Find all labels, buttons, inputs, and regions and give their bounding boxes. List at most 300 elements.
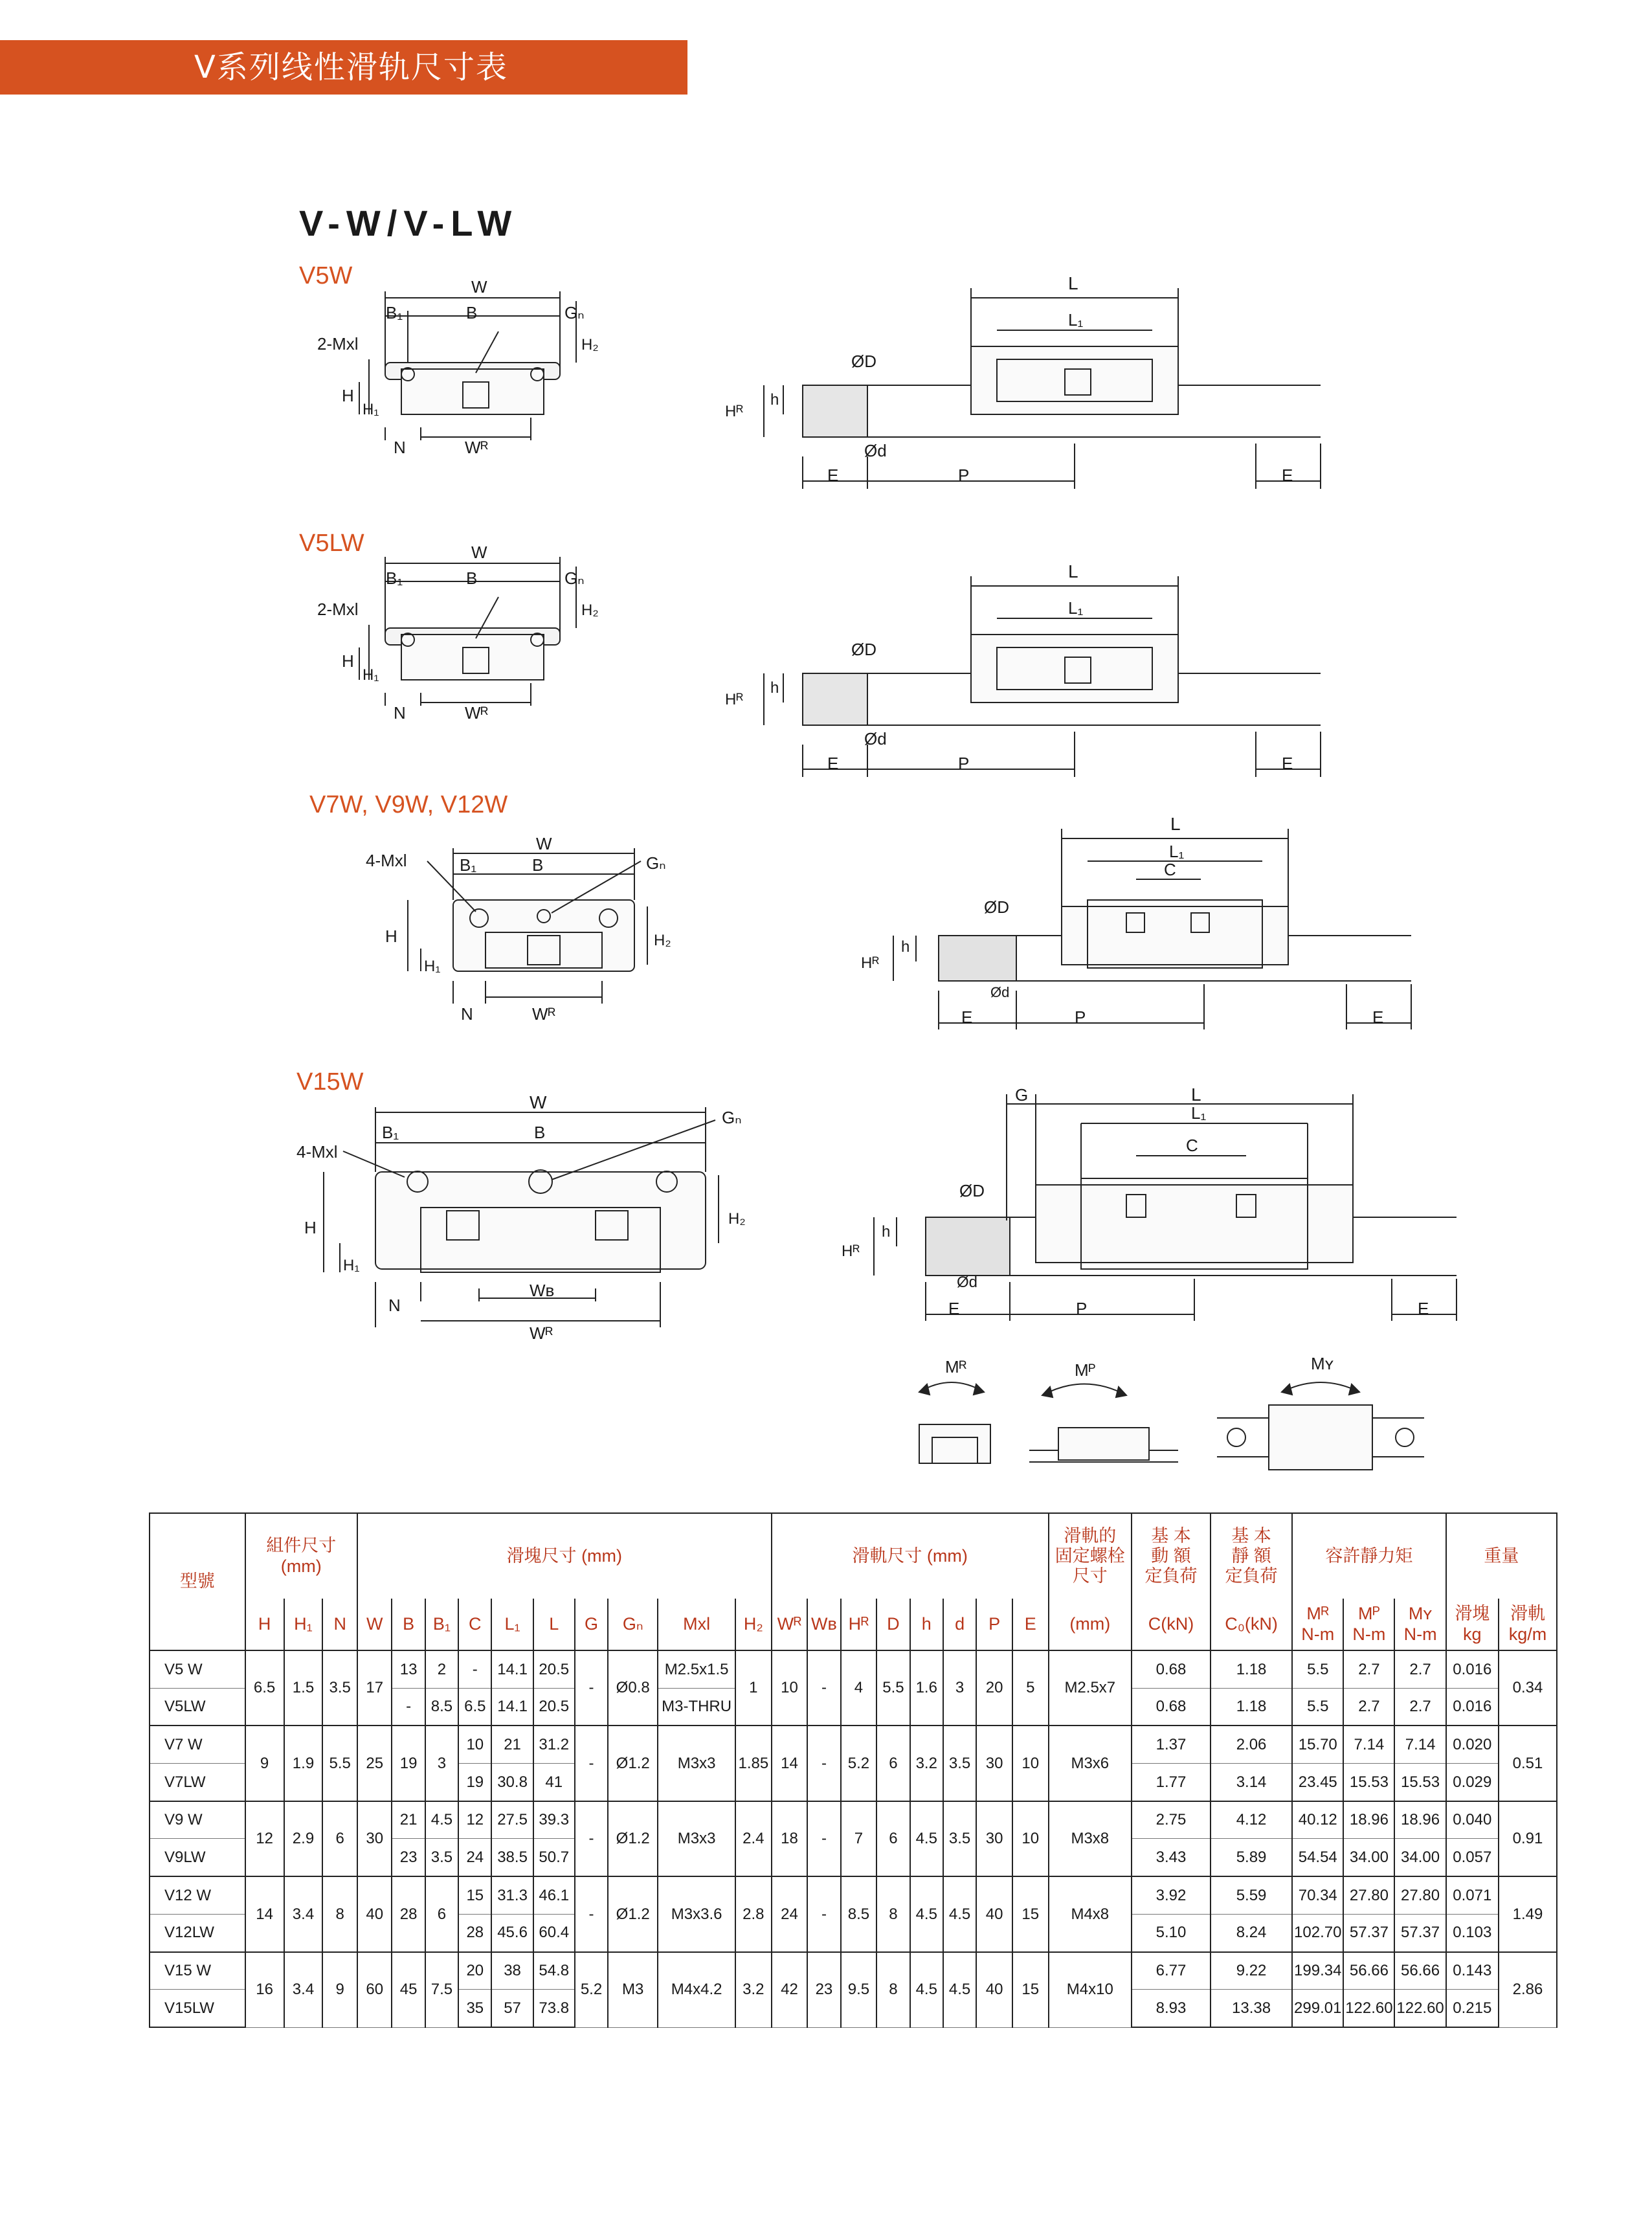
th-assembly [245,1513,357,1599]
side-dim-g: G [1015,1085,1029,1105]
dim-h1: H₁ [424,958,441,975]
th-col-hr: Hᴿ [841,1599,877,1650]
cell-l: 46.1 [533,1876,575,1914]
cell-hr: 9.5 [841,1952,877,2028]
th-bolt [1049,1513,1132,1599]
cell-block-weight: 0.215 [1446,1990,1499,2027]
cell-c: 28 [458,1914,491,1951]
cell-e: 15 [1012,1876,1049,1951]
cell-mr: 23.45 [1292,1764,1343,1801]
cell-b1: 2 [425,1650,458,1688]
cell-mr: 299.01 [1292,1990,1343,2027]
cell-l1: 14.1 [491,1688,533,1726]
cell-ckn: 1.77 [1132,1764,1211,1801]
moment-mp-label: Mᴾ [1075,1360,1096,1380]
dim-h: H [385,927,397,946]
th-col-l1: L₁ [491,1599,533,1650]
cell-ckn: 0.68 [1132,1688,1211,1726]
cell-my: 2.7 [1394,1688,1446,1726]
side-dim-c: C [1186,1136,1198,1155]
th-dyn-l1: 基 本 [1151,1525,1191,1546]
dim-gn: Gₙ [722,1108,742,1127]
side-dim-h: h [901,938,910,956]
cell-b1: 3.5 [425,1839,458,1876]
cell-b1: 3 [425,1726,458,1801]
cell-model: V9LW [150,1839,245,1876]
th-my: Mʏ [1408,1604,1433,1624]
cell-my: 122.60 [1394,1990,1446,2027]
cell-wb: - [807,1726,840,1801]
spec-table [149,1512,1557,2028]
cell-mr: 15.70 [1292,1726,1343,1763]
dim-wr: Wᴿ [532,1004,556,1024]
cell-bolt: M4x10 [1049,1952,1132,2028]
th-dyn-l2: 動 額 [1151,1546,1191,1566]
cell-h2: 2.8 [735,1876,772,1951]
cell-rail-weight: 0.91 [1499,1801,1557,1876]
cell-h1: 1.5 [284,1650,323,1726]
cell-h1: 1.9 [284,1726,323,1801]
cell-l: 50.7 [533,1839,575,1876]
th-col-mxl: Mxl [658,1599,735,1650]
th-dynamic-load [1132,1513,1211,1599]
cell-b: - [392,1688,425,1726]
th-col-c0kn: C₀(kN) [1211,1599,1292,1650]
cell-my: 15.53 [1394,1764,1446,1801]
th-my-unit: N-m [1403,1624,1437,1644]
cell-n: 6 [322,1801,357,1876]
cell-l1: 45.6 [491,1914,533,1951]
cell-ckn: 1.37 [1132,1726,1211,1763]
cell-wr: 24 [772,1876,808,1951]
cell-c0kn: 3.14 [1211,1764,1292,1801]
cell-c0kn: 1.18 [1211,1688,1292,1726]
th-model: 型號 [150,1513,245,1650]
cell-g: - [575,1801,608,1876]
table-row [150,1650,1557,1688]
th-col-b: B [392,1599,425,1650]
cell-wb: - [807,1876,840,1951]
cell-w: 40 [357,1876,392,1951]
cell-l1: 14.1 [491,1650,533,1688]
th-col-h: H [245,1599,284,1650]
dim-h2: H₂ [728,1210,746,1228]
cell-c0kn: 2.06 [1211,1726,1292,1763]
dim-wr: Wᴿ [465,438,489,457]
cell-mp: 57.37 [1343,1914,1394,1951]
cell-l: 20.5 [533,1688,575,1726]
cell-d-small: 4.5 [943,1952,976,2028]
th-col-mr [1292,1599,1343,1650]
dim-gn: Gₙ [646,853,666,873]
dim-w: W [471,277,487,297]
cell-model: V7LW [150,1764,245,1801]
cell-ckn: 3.43 [1132,1839,1211,1876]
cell-mp: 56.66 [1343,1952,1394,1990]
side-dim-d: Ød [864,441,887,460]
side-dim-p: P [1075,1007,1086,1027]
cell-mr: 102.70 [1292,1914,1343,1951]
cell-mxl: M2.5x1.5 [658,1650,735,1688]
cell-my: 2.7 [1394,1650,1446,1688]
cell-h-rail: 4.5 [910,1876,943,1951]
cell-block-weight: 0.029 [1446,1764,1499,1801]
cell-h-rail: 4.5 [910,1801,943,1876]
cell-e: 10 [1012,1801,1049,1876]
side-dim-d: Ød [990,984,1010,1000]
dim-b1: B₁ [382,1123,399,1142]
cell-l1: 21 [491,1726,533,1763]
cell-e: 5 [1012,1650,1049,1726]
dim-4mxl: 4-Mxl [366,851,407,870]
th-assembly-label: 組件尺寸 [266,1536,337,1556]
cell-model: V15 W [150,1952,245,1990]
dim-h: H [304,1218,317,1237]
th-col-w: W [357,1599,392,1650]
v5lw-side-drawing [712,563,1346,783]
cell-gn: Ø0.8 [608,1650,658,1726]
cell-d: 5.5 [876,1650,910,1726]
dim-h1: H₁ [363,666,379,684]
cell-mp: 34.00 [1343,1839,1394,1876]
side-dim-l1: L₁ [1068,598,1084,618]
dim-h: H [342,651,354,671]
side-dim-l1: L₁ [1169,842,1185,861]
cell-b: 45 [392,1952,425,2028]
dim-wb: Wʙ [530,1281,555,1300]
th-col-bolt: (mm) [1049,1599,1132,1650]
cell-p: 20 [976,1650,1012,1726]
dim-w: W [471,543,487,562]
cell-ckn: 5.10 [1132,1914,1211,1951]
th-weight: 重量 [1446,1513,1557,1599]
th-col-b1: B₁ [425,1599,458,1650]
side-dim-e1: E [961,1007,973,1027]
cell-e: 15 [1012,1952,1049,2028]
side-dim-l1: L₁ [1191,1103,1207,1123]
cell-c0kn: 8.24 [1211,1914,1292,1951]
cell-b1: 7.5 [425,1952,458,2028]
th-static-load [1211,1513,1292,1599]
cell-b: 13 [392,1650,425,1688]
cell-b1: 8.5 [425,1688,458,1726]
model-label-v7-v9-v12: V7W, V9W, V12W [309,791,508,818]
moment-my-label: Mʏ [1311,1354,1334,1373]
cell-block-weight: 0.103 [1446,1914,1499,1951]
cell-block-weight: 0.016 [1446,1688,1499,1726]
side-dim-od: ØD [851,640,876,659]
cell-mp: 18.96 [1343,1801,1394,1839]
cell-block-weight: 0.143 [1446,1952,1499,1990]
side-dim-od: ØD [984,897,1009,917]
cell-b1: 4.5 [425,1801,458,1839]
dim-b: B [466,568,478,588]
cell-p: 40 [976,1952,1012,2028]
v5w-section-drawing [304,278,602,460]
dim-wr: Wᴿ [465,703,489,723]
cell-mp: 2.7 [1343,1650,1394,1688]
model-label-v15w: V15W [296,1068,364,1096]
cell-d: 8 [876,1876,910,1951]
dim-b1: B₁ [386,303,403,322]
th-rail-w: 滑軌 [1510,1604,1545,1624]
side-dim-e2: E [1282,466,1293,485]
cell-b: 23 [392,1839,425,1876]
cell-block-weight: 0.057 [1446,1839,1499,1876]
cell-g: - [575,1876,608,1951]
cell-c: 10 [458,1726,491,1763]
cell-h2: 3.2 [735,1952,772,2028]
cell-wr: 10 [772,1650,808,1726]
cell-g: 5.2 [575,1952,608,2028]
cell-block-weight: 0.020 [1446,1726,1499,1763]
cell-gn: Ø1.2 [608,1876,658,1951]
cell-l1: 27.5 [491,1801,533,1839]
cell-b: 28 [392,1876,425,1951]
cell-l1: 38 [491,1952,533,1990]
v15w-section-drawing [285,1092,751,1343]
cell-n: 9 [322,1952,357,2028]
table-row [150,1876,1557,1914]
cell-h1: 3.4 [284,1876,323,1951]
cell-bolt: M2.5x7 [1049,1650,1132,1726]
side-dim-l1: L₁ [1068,310,1084,330]
dim-h2: H₂ [654,932,671,949]
cell-c0kn: 1.18 [1211,1650,1292,1688]
th-col-c: C [458,1599,491,1650]
cell-l: 73.8 [533,1990,575,2027]
side-dim-hr: Hᴿ [842,1242,860,1260]
cell-h2: 1 [735,1650,772,1726]
side-dim-d: Ød [864,729,887,748]
side-dim-l: L [1068,273,1078,293]
th-col-g: G [575,1599,608,1650]
table-row [150,1726,1557,1763]
cell-my: 56.66 [1394,1952,1446,1990]
th-mp-unit: N-m [1352,1624,1386,1644]
cell-h: 6.5 [245,1650,284,1726]
cell-l1: 30.8 [491,1764,533,1801]
cell-mxl: M3x3 [658,1726,735,1801]
dim-h1: H₁ [363,401,379,418]
cell-d: 8 [876,1952,910,2028]
cell-bolt: M3x6 [1049,1726,1132,1801]
dim-b1: B₁ [386,568,403,588]
cell-mp: 7.14 [1343,1726,1394,1763]
th-col-ckn: C(kN) [1132,1599,1211,1650]
cell-c: 15 [458,1876,491,1914]
cell-c: 24 [458,1839,491,1876]
dim-n: N [461,1004,473,1024]
cell-model: V9 W [150,1801,245,1839]
side-dim-e1: E [827,466,839,485]
cell-ckn: 8.93 [1132,1990,1211,2027]
cell-model: V12 W [150,1876,245,1914]
cell-mxl: M3-THRU [658,1688,735,1726]
th-col-wr: Wᴿ [772,1599,808,1650]
cell-mxl: M4x4.2 [658,1952,735,2028]
cell-wr: 14 [772,1726,808,1801]
cell-h: 12 [245,1801,284,1876]
cell-c0kn: 13.38 [1211,1990,1292,2027]
v5lw-section-drawing [304,544,602,725]
cell-wb: - [807,1650,840,1726]
dim-n: N [394,703,406,723]
cell-block-weight: 0.071 [1446,1876,1499,1914]
side-dim-h: h [882,1223,891,1241]
side-dim-e2: E [1282,754,1293,773]
th-block-kg: kg [1463,1624,1482,1644]
cell-l1: 31.3 [491,1876,533,1914]
cell-model: V5LW [150,1688,245,1726]
side-dim-od: ØD [959,1181,985,1200]
v5w-side-drawing [712,275,1346,495]
cell-my: 27.80 [1394,1876,1446,1914]
dim-h2: H₂ [581,336,599,354]
side-dim-e1: E [948,1299,960,1318]
cell-gn: M3 [608,1952,658,2028]
table-row [150,1801,1557,1839]
model-label-v5lw: V5LW [299,530,364,557]
dim-w: W [536,834,552,853]
side-dim-c: C [1164,860,1176,879]
header-banner [0,40,687,95]
cell-c0kn: 4.12 [1211,1801,1292,1839]
cell-l: 54.8 [533,1952,575,1990]
cell-e: 10 [1012,1726,1049,1801]
cell-mr: 5.5 [1292,1688,1343,1726]
th-moment: 容許靜力矩 [1292,1513,1446,1599]
series-subtitle: V-W/V-LW [299,203,519,243]
th-col-gn: Gₙ [608,1599,658,1650]
cell-mr: 5.5 [1292,1650,1343,1688]
dim-h1: H₁ [343,1257,360,1274]
cell-w: 60 [357,1952,392,2028]
th-col-wb: Wʙ [807,1599,840,1650]
cell-gn: Ø1.2 [608,1801,658,1876]
cell-rail-weight: 0.51 [1499,1726,1557,1801]
th-col-d-small: d [943,1599,976,1650]
th-col-mp [1343,1599,1394,1650]
cell-h: 16 [245,1952,284,2028]
cell-c: 35 [458,1990,491,2027]
cell-h-rail: 4.5 [910,1952,943,2028]
side-dim-e2: E [1372,1007,1384,1027]
cell-g: - [575,1650,608,1726]
cell-c: 20 [458,1952,491,1990]
th-col-h1: H₁ [284,1599,323,1650]
cell-b: 21 [392,1801,425,1839]
dim-gn: Gₙ [564,568,585,588]
cell-wr: 18 [772,1801,808,1876]
side-dim-l: L [1170,814,1181,834]
cell-l1: 38.5 [491,1839,533,1876]
cell-model: V12LW [150,1914,245,1951]
th-mp: Mᴾ [1358,1604,1380,1624]
cell-my: 18.96 [1394,1801,1446,1839]
side-dim-p: P [958,466,970,485]
cell-bolt: M4x8 [1049,1876,1132,1951]
cell-c0kn: 5.59 [1211,1876,1292,1914]
cell-hr: 5.2 [841,1726,877,1801]
cell-d-small: 3 [943,1650,976,1726]
th-col-d: D [876,1599,910,1650]
cell-ckn: 0.68 [1132,1650,1211,1688]
th-col-h2: H₂ [735,1599,772,1650]
dim-wr: Wᴿ [530,1323,553,1343]
cell-rail-weight: 1.49 [1499,1876,1557,1951]
th-mr: Mᴿ [1306,1604,1330,1624]
cell-ckn: 2.75 [1132,1801,1211,1839]
v7-section-drawing [363,835,699,1029]
cell-mp: 15.53 [1343,1764,1394,1801]
cell-d-small: 3.5 [943,1801,976,1876]
cell-h-rail: 1.6 [910,1650,943,1726]
cell-h1: 2.9 [284,1801,323,1876]
dim-gn: Gₙ [564,303,585,322]
cell-c: 12 [458,1801,491,1839]
cell-mr: 70.34 [1292,1876,1343,1914]
dim-2mxl: 2-Mxl [317,334,359,354]
cell-w: 25 [357,1726,392,1801]
cell-h-rail: 3.2 [910,1726,943,1801]
cell-mr: 54.54 [1292,1839,1343,1876]
cell-block-weight: 0.040 [1446,1801,1499,1839]
cell-c: - [458,1650,491,1688]
dim-b: B [466,303,478,322]
side-dim-p: P [958,754,970,773]
cell-d: 6 [876,1726,910,1801]
cell-mxl: M3x3.6 [658,1876,735,1951]
th-dyn-l3: 定負荷 [1144,1566,1198,1586]
dim-b1: B₁ [460,855,477,875]
cell-wb: - [807,1801,840,1876]
th-col-h-rail: h [910,1599,943,1650]
cell-b: 19 [392,1726,425,1801]
th-assembly-unit: (mm) [280,1556,322,1576]
cell-l: 31.2 [533,1726,575,1763]
side-dim-e2: E [1418,1299,1429,1318]
cell-mxl: M3x3 [658,1801,735,1876]
dim-b: B [534,1123,546,1142]
cell-my: 7.14 [1394,1726,1446,1763]
cell-model: V15LW [150,1990,245,2027]
th-rail: 滑軌尺寸 (mm) [772,1513,1049,1599]
cell-n: 5.5 [322,1726,357,1801]
cell-p: 30 [976,1726,1012,1801]
moment-mr-label: Mᴿ [945,1357,967,1377]
th-mr-unit: N-m [1301,1624,1335,1644]
cell-mp: 122.60 [1343,1990,1394,2027]
cell-c0kn: 5.89 [1211,1839,1292,1876]
cell-b1: 6 [425,1876,458,1951]
th-sta-l3: 定負荷 [1225,1566,1278,1586]
dim-2mxl: 2-Mxl [317,600,359,619]
cell-bolt: M3x8 [1049,1801,1132,1876]
cell-c: 19 [458,1764,491,1801]
cell-ckn: 6.77 [1132,1952,1211,1990]
cell-h1: 3.4 [284,1952,323,2028]
dim-4mxl: 4-Mxl [296,1142,338,1162]
cell-l: 39.3 [533,1801,575,1839]
cell-model: V7 W [150,1726,245,1763]
cell-mp: 27.80 [1343,1876,1394,1914]
cell-h2: 2.4 [735,1801,772,1876]
cell-l: 20.5 [533,1650,575,1688]
cell-rail-weight: 2.86 [1499,1952,1557,2028]
side-dim-hr: Hᴿ [725,403,744,420]
th-col-l: L [533,1599,575,1650]
